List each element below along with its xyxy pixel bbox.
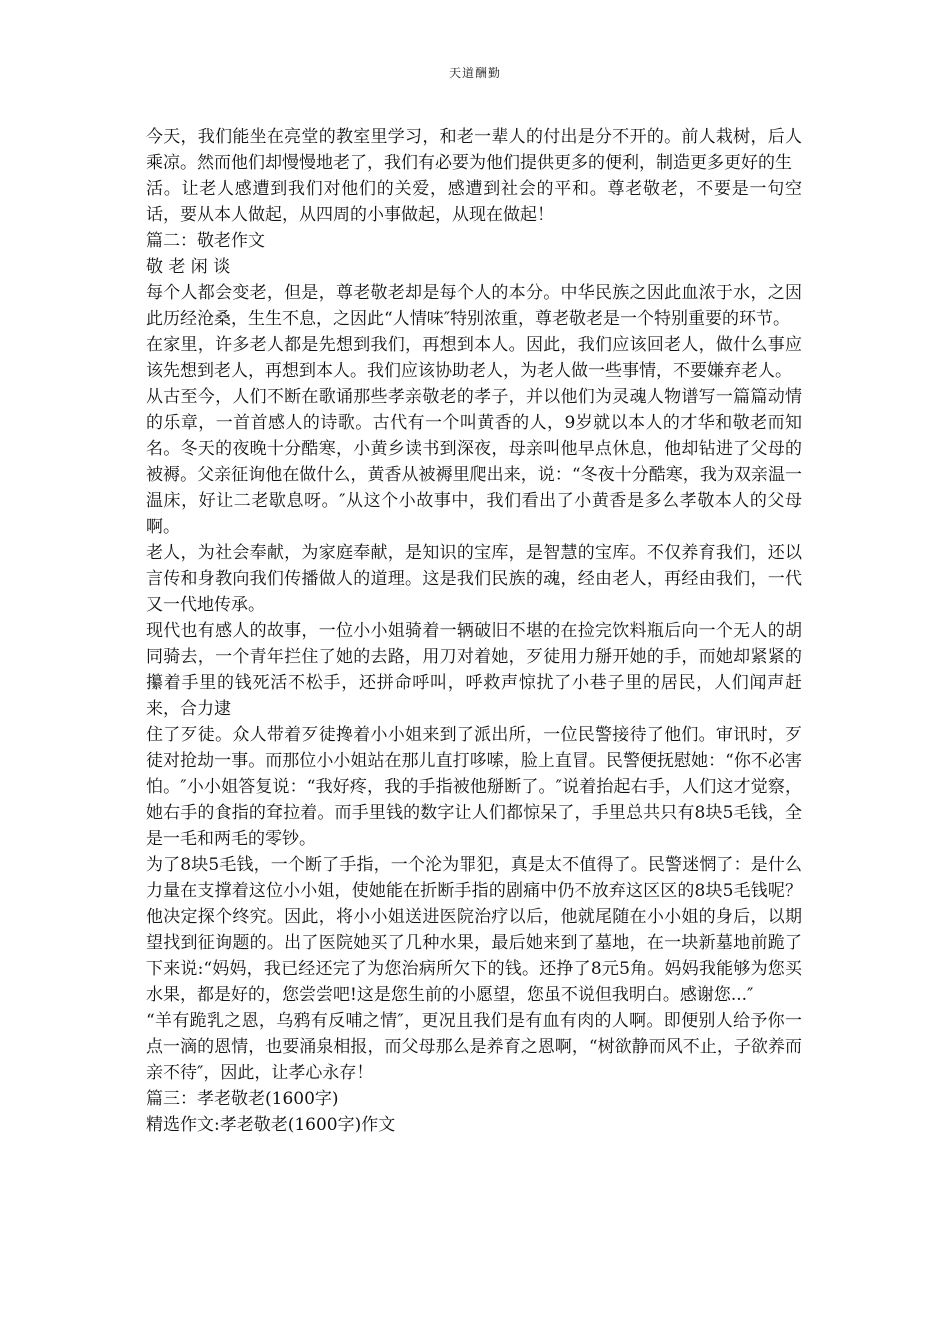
paragraph: “羊有跪乳之恩，乌鸦有反哺之情″，更况且我们是有血有肉的人啊。即便别人给予你一点一滴的恩情，也要涌泉相报，而父母那么是养育之恩啊，“树欲静而风不止，子欲养而亲不待″，因此，让孝心永存！ <box>146 1011 802 1083</box>
paragraph: 住了歹徒。众人带着歹徒搀着小小姐来到了派出所，一位民警接待了他们。审讯时，歹徒对抢劫一事。而那位小小姐站在那儿直打哆嗦，脸上直冒。民警便抚慰她：“你不必害怕。″小小姐答复说：“我好疼，我的手指被他掰断了。″说着抬起右手，人们这才觉察，她右手的食指的耷拉着。而手里钱的数字让人们都惊呆了，手里总共只有8块5毛钱，全是一毛和两毛的零钞。 <box>146 725 802 849</box>
page-header: 天道酬勤 <box>448 66 501 80</box>
paragraph: 为了8块5毛钱，一个断了手指，一个沦为罪犯，真是太不值得了。民警迷惘了：是什么力量在支撑着这位小小姐，使她能在折断手指的剧痛中仍不放弃这区区的8块5毛钱呢？他决定探个终究。因此，将小小姐送进医院治疗以后，他就尾随在小小姐的身后，以期望找到征询题的。出了医院她买了几种水果，最后她来到了墓地，在一块新墓地前跪了下来说:“妈妈，我已经还完了为您治病所欠下的钱。还挣了8元5角。妈妈我能够为您买水果，都是好的，您尝尝吧!这是您生前的小愿望，您虽不说但我明白。感谢您...″ <box>146 855 802 1005</box>
document-body <box>146 124 802 1138</box>
section-heading: 篇三：孝老敬老(1600字) <box>146 1089 339 1109</box>
paragraph: 每个人都会变老，但是，尊老敬老却是每个人的本分。中华民族之因此血浓于水，之因此历经沧桑，生生不息，之因此“人情味″特别浓重，尊老敬老是一个特别重要的环节。 <box>146 283 802 329</box>
paragraph: 在家里，许多老人都是先想到我们，再想到本人。因此，我们应该回老人，做什么事应该先想到老人，再想到本人。我们应该协助老人，为老人做一些事情，不要嫌弃老人。 <box>146 335 802 381</box>
paragraph: 今天，我们能坐在亮堂的教室里学习，和老一辈人的付出是分不开的。前人栽树，后人乘凉。然而他们却慢慢地老了，我们有必要为他们提供更多的便利，制造更多更好的生 <box>146 127 802 173</box>
paragraph: 从古至今，人们不断在歌诵那些孝亲敬老的孝子，并以他们为灵魂人物谱写一篇篇动情的乐章，一首首感人的诗歌。古代有一个叫黄香的人，9岁就以本人的才华和敬老而知名。冬天的夜晚十分酷寒，小黄乡读书到深夜，母亲叫他早点休息，他却钻进了父母的被褥。父亲征询他在做什么，黄香从被褥里爬出来，说：“冬夜十分酷寒，我为双亲温一温床，好让二老歇息呀。″从这个小故事中，我们看出了小黄香是多么孝敬本人的父母啊。 <box>146 387 802 537</box>
section-heading: 篇二：敬老作文 <box>146 231 265 251</box>
essay-title: 敬 老 闲 谈 <box>146 257 231 277</box>
paragraph: 现代也有感人的故事，一位小小姐骑着一辆破旧不堪的在捡完饮料瓶后向一个无人的胡同骑去，一个青年拦住了她的去路，用刀对着她，歹徒用力掰开她的手，而她却紧紧的攥着手里的钱死活不松手，还拼命呼叫，呼救声惊扰了小巷子里的居民，人们闻声赶来，合力逮 <box>146 621 802 719</box>
section-subheading: 精选作文:孝老敬老(1600字)作文 <box>146 1115 396 1135</box>
paragraph: 活。让老人感遭到我们对他们的关爱，感遭到社会的平和。尊老敬老，不要是一句空话，要从本人做起，从四周的小事做起，从现在做起！ <box>146 179 802 225</box>
paragraph: 老人，为社会奉献，为家庭奉献，是知识的宝库，是智慧的宝库。不仅养育我们，还以言传和身教向我们传播做人的道理。这是我们民族的魂，经由老人，再经由我们，一代又一代地传承。 <box>146 543 802 615</box>
